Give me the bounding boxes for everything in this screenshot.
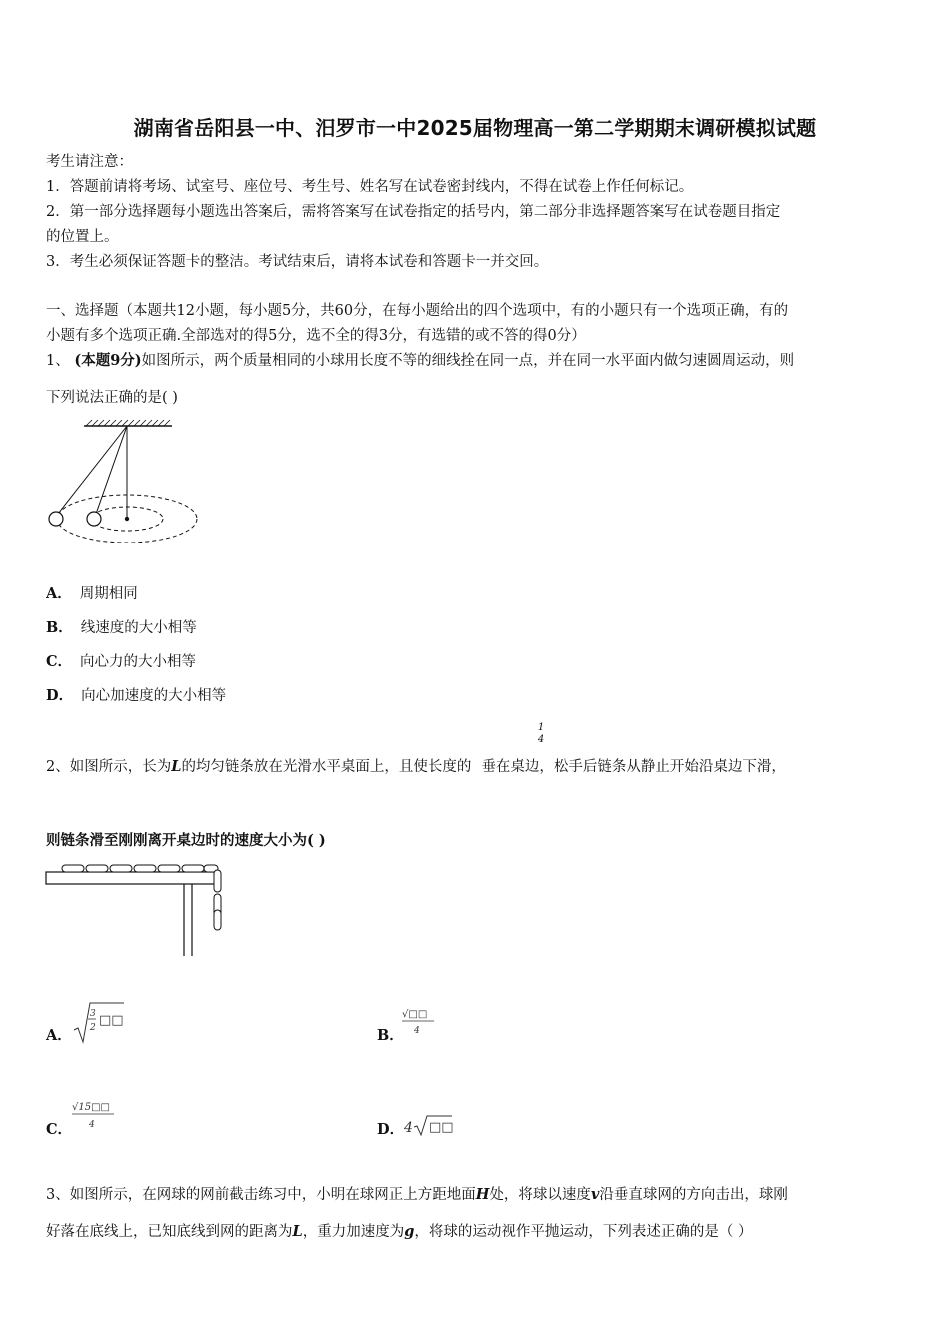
frac-den: 4	[89, 1120, 95, 1130]
section-intro-line: 一、选择题（本题共12小题，每小题5分，共60分，在每小题给出的四个选项中，有的小题只有一个选项正确，有的	[46, 303, 789, 319]
q1-text: 如图所示，两个质量相同的小球用长度不等的细线拴在同一点，并在同一水平面内做匀速圆周运动，则	[141, 353, 795, 369]
q2-option-c-formula	[70, 1096, 130, 1132]
chain-hanging	[214, 870, 221, 930]
q3-stem-line2: 好落在底线上，已知底线到网的距离为L，重力加速度为g，将球的运动视作平抛运动，下列表述正确的是（ ）	[46, 1223, 753, 1240]
outer-ball	[49, 512, 63, 526]
inner-ball	[87, 512, 101, 526]
frac-num: 3	[90, 1009, 96, 1019]
page-title: 湖南省岳阳县一中、汨罗市一中2025届物理高一第二学期期末调研模拟试题	[133, 116, 817, 140]
formula-body: □□	[429, 1120, 454, 1135]
notice-heading: 考生请注意：	[46, 154, 133, 170]
q2-option-d[interactable]: D．	[377, 1121, 405, 1138]
q3-stem-line1: 3、如图所示，在网球的网前截击练习中，小明在球网正上方距地面H处，将球以速度v沿垂直球网的方向击出，球刚	[46, 1186, 788, 1203]
q2-stem-line1: 2、如图所示，长为L的均匀链条放在光滑水平桌面上，且使长度的 垂在桌边，松手后链条从静止开始沿桌边下滑，	[46, 758, 786, 775]
q1-stem-line1	[46, 349, 906, 373]
q1-stem-line2: 下列说法正确的是( )	[46, 390, 178, 406]
notice-item: 的位置上。	[46, 229, 119, 245]
notice-item: 2．第一部分选择题每小题选出答案后，需将答案写在试卷指定的括号内，第二部分非选择题答案写在试卷题目指定	[46, 204, 781, 220]
frac-den: 2	[90, 1023, 96, 1033]
q1-pendulum-figure	[44, 418, 204, 543]
chain-horizontal	[62, 865, 218, 872]
q1-option-c[interactable]: C． 向心力的大小相等	[46, 653, 197, 670]
table-top	[46, 872, 216, 884]
q1-number: 1、	[46, 353, 70, 369]
frac-num: √15□□	[72, 1102, 110, 1113]
q1-option-a[interactable]: A． 周期相同	[46, 585, 138, 602]
q2-option-a[interactable]: A．	[46, 1027, 72, 1044]
section-intro-line: 小题有多个选项正确.全部选对的得5分，选不全的得3分，有选错的或不答的得0分）	[46, 328, 586, 344]
center-dot	[125, 517, 129, 521]
notice-item: 1．答题前请将考场、试室号、座位号、考生号、姓名写在试卷密封线内，不得在试卷上作任何标记。	[46, 179, 694, 195]
q2-option-a-formula	[72, 1000, 132, 1044]
ceiling-hatch	[86, 420, 170, 426]
long-string	[58, 426, 127, 514]
short-string	[96, 426, 127, 514]
q1-points: (本题9分)	[74, 352, 142, 369]
q2-option-b[interactable]: B．	[377, 1027, 404, 1044]
q1-option-d[interactable]: D． 向心加速度的大小相等	[46, 687, 227, 704]
coefficient: 4	[404, 1120, 413, 1136]
q2-fraction: 1 4	[537, 722, 545, 745]
q2-chain-figure	[44, 860, 234, 960]
q1-option-b[interactable]: B． 线速度的大小相等	[46, 619, 197, 636]
q2-option-d-formula	[402, 1112, 462, 1138]
notice-item: 3．考生必须保证答题卡的整洁。考试结束后，请将本试卷和答题卡一并交回。	[46, 254, 549, 270]
q2-option-c[interactable]: C．	[46, 1121, 73, 1138]
q2-stem-line2: 则链条滑至刚刚离开桌边时的速度大小为( )	[46, 832, 326, 849]
frac-den: 4	[414, 1026, 420, 1036]
frac-num: √□□	[402, 1009, 428, 1020]
q2-option-b-formula	[400, 1004, 450, 1038]
formula-body: □□	[99, 1013, 124, 1028]
